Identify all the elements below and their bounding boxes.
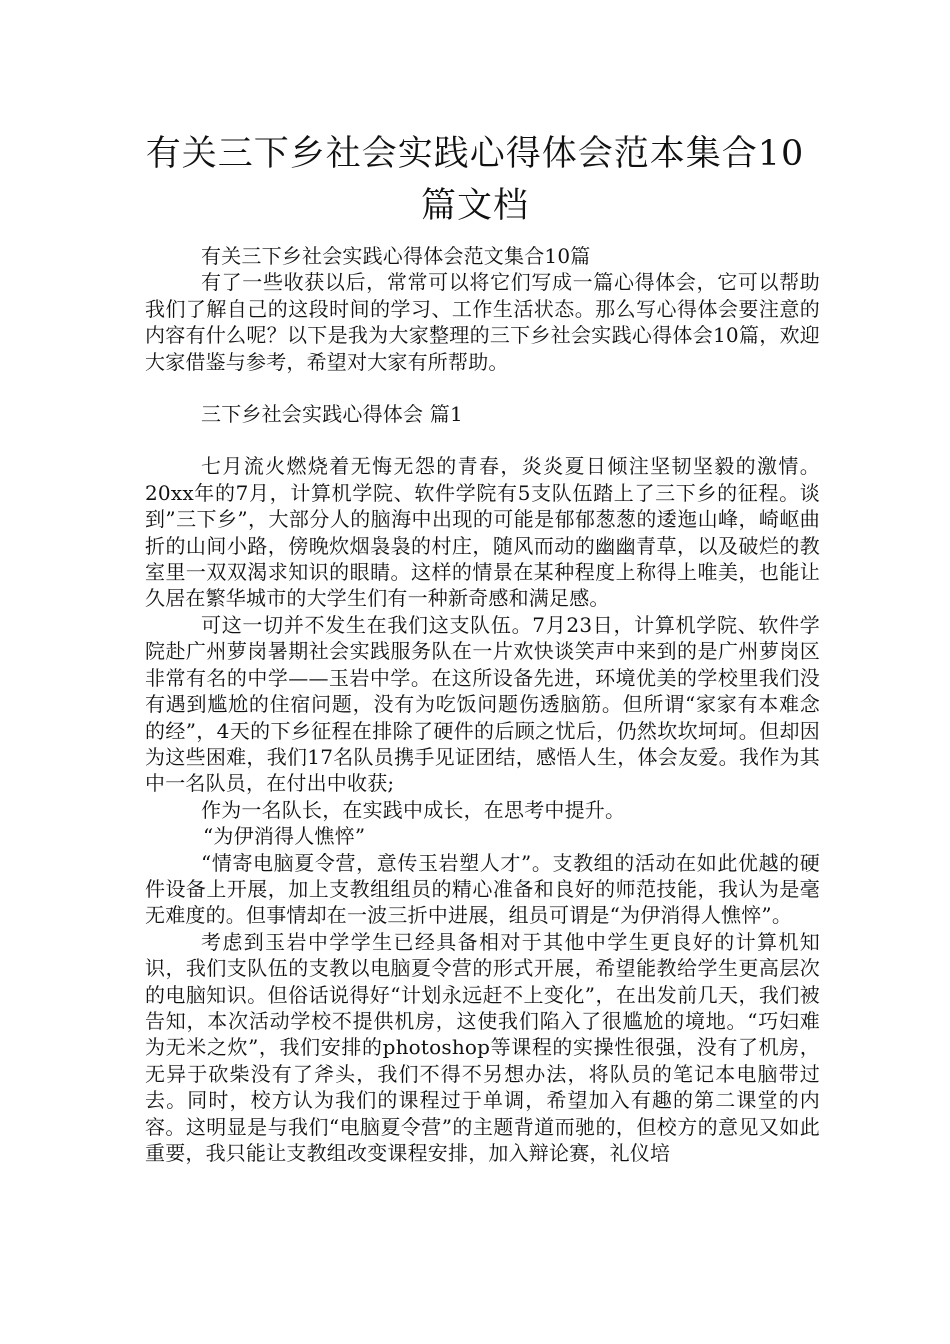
intro-paragraph: 有了一些收获以后，常常可以将它们写成一篇心得体会，它可以帮助我们了解自己的这段时间的学习、工作生活状态。那么写心得体会要注意的内容有什么呢？以下是我为大家整理的三下乡社会实践心得体会10篇，欢迎大家借鉴与参考，希望对大家有所帮助。: [145, 270, 820, 374]
paragraph: 可这一切并不发生在我们这支队伍。7月23日，计算机学院、软件学院赴广州萝岗暑期社会实践服务队在一片欢快谈笑声中来到的是广州萝岗区非常有名的中学——玉岩中学。在这所设备先进，环境优美的学校里我们没有遇到尴尬的住宿问题，没有为吃饭问题伤透脑筋。但所谓“家家有本难念的经”，4天的下乡征程在排除了硬件的后顾之忧后，仍然坎坎坷坷。但却因为这些困难，我们17名队员携手见证团结，感悟人生，体会友爱。我作为其中一名队员，在付出中收获;: [145, 612, 820, 796]
section-heading: 三下乡社会实践心得体会 篇1: [201, 402, 463, 427]
title-line-1: 有关三下乡社会实践心得体会范本集合10: [145, 134, 805, 174]
paragraph: 考虑到玉岩中学学生已经具备相对于其他中学生更良好的计算机知识，我们支队伍的支教以电脑夏令营的形式开展，希望能教给学生更高层次的电脑知识。但俗话说得好“计划永远赶不上变化”，在出发前几天，我们被告知，本次活动学校不提供机房，这使我们陷入了很尴尬的境地。“巧妇难为无米之炊”，我们安排的photoshop等课程的实操性很强，没有了机房，无异于砍柴没有了斧头，我们不得不另想办法，将队员的笔记本电脑带过去。同时，校方认为我们的课程过于单调，希望加入有趣的第二课堂的内容。这明显是与我们“电脑夏令营”的主题背道而驰的，但校方的意见又如此重要，我只能让支教组改变课程安排，加入辩论赛，礼仪培: [145, 929, 820, 1165]
paragraph: “情寄电脑夏令营，意传玉岩塑人才”。支教组的活动在如此优越的硬件设备上开展，加上支教组组员的精心准备和良好的师范技能，我认为是毫无难度的。但事情却在一波三折中进展，组员可谓是“为伊消得人憔悴”。: [145, 850, 820, 928]
title-line-2: 篇文档: [420, 186, 529, 226]
paragraph-quote: “为伊消得人憔悴”: [203, 824, 366, 849]
paragraph: 作为一名队长，在实践中成长，在思考中提升。: [201, 797, 626, 822]
subtitle: 有关三下乡社会实践心得体会范文集合10篇: [201, 244, 591, 268]
document-body: [145, 243, 820, 1166]
paragraph: 七月流火燃烧着无悔无怨的青春，炎炎夏日倾注坚韧坚毅的激情。20xx年的7月，计算机学院、软件学院有5支队伍踏上了三下乡的征程。谈到”三下乡”，大部分人的脑海中出现的可能是郁郁葱葱的逶迤山峰，崎岖曲折的山间小路，傍晚炊烟袅袅的村庄，随风而动的幽幽青草，以及破烂的教室里一双双渴求知识的眼睛。这样的情景在某种程度上称得上唯美，也能让久居在繁华城市的大学生们有一种新奇感和满足感。: [145, 454, 820, 611]
document-title: [140, 128, 810, 232]
